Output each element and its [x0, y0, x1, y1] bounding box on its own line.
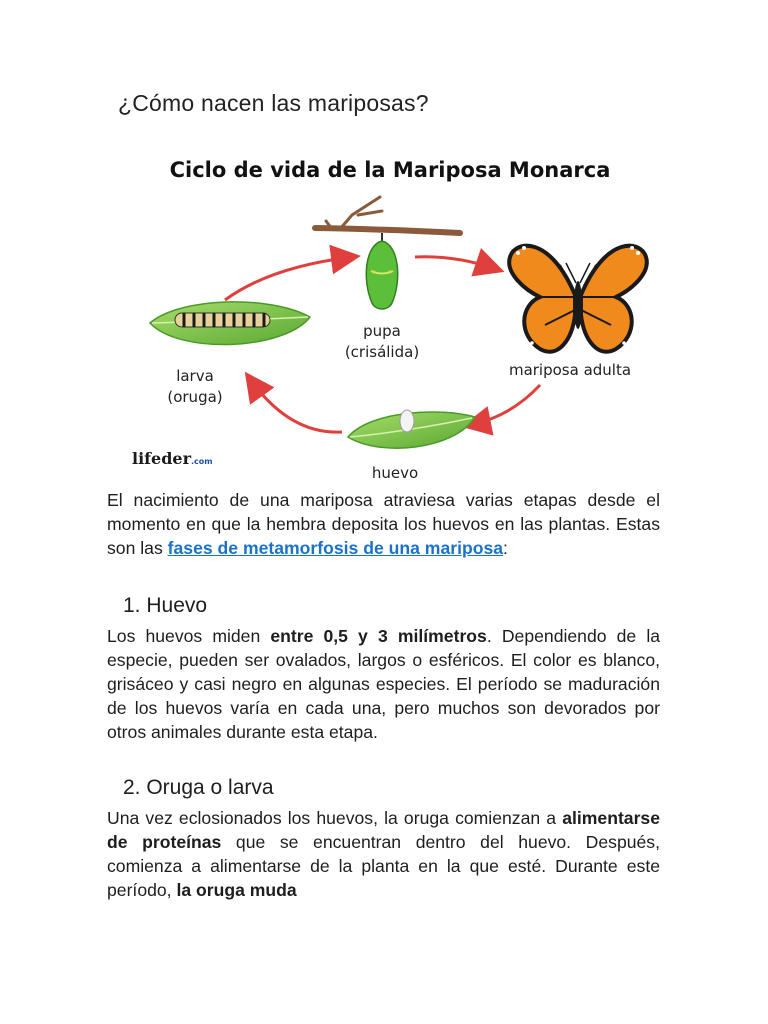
pupa-illustration	[366, 233, 397, 309]
arrow-adult-to-egg	[470, 385, 540, 425]
label-larva: larva (oruga)	[167, 367, 223, 406]
life-cycle-figure	[120, 145, 660, 490]
oruga-paragraph: Una vez eclosionados los huevos, la oruga comienzan a alimentarse de proteínas que se encuentran dentro del huevo. Después, comienza a alimentarse de la planta en la que esté. Durante este período, la oruga muda	[107, 808, 660, 900]
label-pupa: pupa (crisálida)	[344, 322, 420, 361]
section-heading-huevo: 1. Huevo	[123, 594, 208, 617]
section-heading-oruga: 2. Oruga o larva	[123, 776, 274, 799]
huevo-paragraph: Los huevos miden entre 0,5 y 3 milímetros. Dependiendo de la especie, pueden ser ovalados, largos o esféricos. El color es blanco, grisáceo y casi negro en algunas especies. El período se maduración de los huevos varía en cada una, pero muchos son devorados por otros animales durante esta etapa.	[107, 626, 661, 742]
arrow-larva-to-pupa	[225, 257, 352, 300]
caterpillar-icon	[175, 313, 270, 327]
figure-title: Ciclo de vida de la Mariposa Monarca	[169, 158, 611, 182]
arrow-egg-to-larva	[250, 379, 342, 432]
intro-paragraph: El nacimiento de una mariposa atraviesa varias etapas desde el momento en que la hembra deposita los huevos en las plantas. Estas son las fases de metamorfosis de una mariposa:	[107, 490, 660, 558]
egg-icon	[400, 410, 414, 432]
life-cycle-illustration	[120, 145, 660, 490]
egg-leaf-illustration	[348, 410, 475, 448]
page-title: ¿Cómo nacen las mariposas?	[118, 90, 429, 116]
larva-leaf-illustration	[150, 302, 310, 345]
arrow-pupa-to-adult	[415, 257, 496, 269]
label-egg: huevo	[371, 464, 419, 482]
metamorphosis-phases-link[interactable]: fases de metamorfosis de una mariposa	[167, 538, 504, 558]
branch-illustration	[315, 197, 460, 233]
lifeder-logo: lifeder.com	[132, 449, 213, 468]
label-adult-butterfly: mariposa adulta	[508, 361, 632, 379]
butterfly-illustration	[509, 246, 647, 352]
